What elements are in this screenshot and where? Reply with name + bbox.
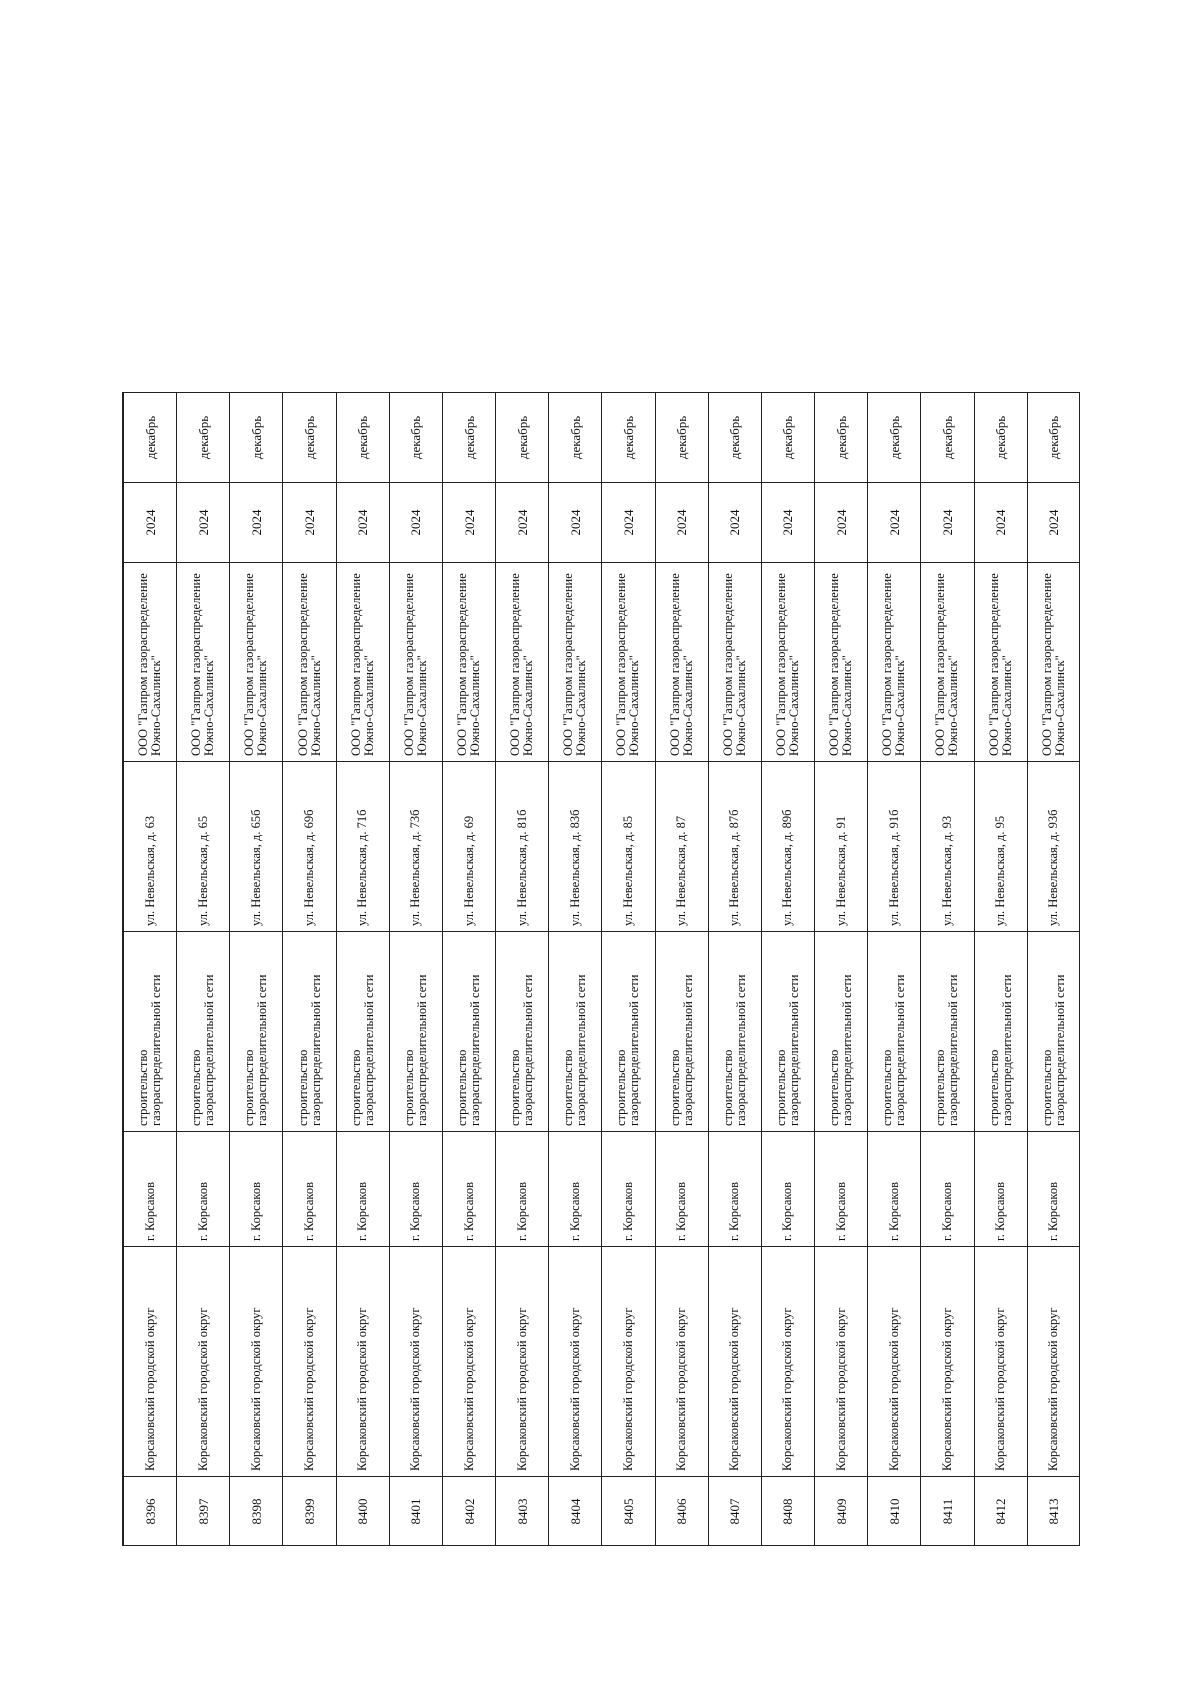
street-address: ул. Невельская, д. 83б xyxy=(549,762,602,932)
street-address: ул. Невельская, д. 91б xyxy=(868,762,921,932)
street-address: ул. Невельская, д. 69 xyxy=(442,762,495,932)
gasification-schedule-table xyxy=(123,392,1080,1546)
work-type: строительство газораспределительной сети xyxy=(815,932,868,1132)
table-row xyxy=(655,393,708,1547)
street-address: ул. Невельская, д. 87 xyxy=(655,762,708,932)
completion-month: декабрь xyxy=(283,393,336,483)
street-address: ул. Невельская, д. 63 xyxy=(124,762,177,932)
rotated-table-container xyxy=(123,393,1080,1546)
table-row xyxy=(868,393,921,1547)
street-address: ул. Невельская, д. 71б xyxy=(336,762,389,932)
table-row xyxy=(283,393,336,1547)
completion-year: 2024 xyxy=(921,483,974,563)
completion-year: 2024 xyxy=(974,483,1027,563)
city-name: г. Корсаков xyxy=(549,1132,602,1247)
organization-name: ООО "Газпром газораспределение Южно-Сахалинск" xyxy=(230,563,283,762)
organization-name: ООО "Газпром газораспределение Южно-Сахалинск" xyxy=(389,563,442,762)
row-number: 8397 xyxy=(177,1477,230,1547)
completion-month: декабрь xyxy=(655,393,708,483)
row-number: 8396 xyxy=(124,1477,177,1547)
work-type: строительство газораспределительной сети xyxy=(1027,932,1080,1132)
row-number: 8404 xyxy=(549,1477,602,1547)
municipal-district: Корсаковский городской округ xyxy=(283,1247,336,1477)
work-type: строительство газораспределительной сети xyxy=(124,932,177,1132)
completion-month: декабрь xyxy=(124,393,177,483)
organization-name: ООО "Газпром газораспределение Южно-Сахалинск" xyxy=(124,563,177,762)
city-name: г. Корсаков xyxy=(761,1132,814,1247)
organization-name: ООО "Газпром газораспределение Южно-Сахалинск" xyxy=(761,563,814,762)
row-number: 8402 xyxy=(442,1477,495,1547)
work-type: строительство газораспределительной сети xyxy=(921,932,974,1132)
table-row xyxy=(496,393,549,1547)
row-number: 8411 xyxy=(921,1477,974,1547)
work-type: строительство газораспределительной сети xyxy=(708,932,761,1132)
completion-month: декабрь xyxy=(761,393,814,483)
table-row xyxy=(921,393,974,1547)
table-row xyxy=(336,393,389,1547)
organization-name: ООО "Газпром газораспределение Южно-Сахалинск" xyxy=(868,563,921,762)
row-number: 8406 xyxy=(655,1477,708,1547)
completion-year: 2024 xyxy=(442,483,495,563)
completion-month: декабрь xyxy=(815,393,868,483)
completion-year: 2024 xyxy=(761,483,814,563)
table-row xyxy=(1027,393,1080,1547)
organization-name: ООО "Газпром газораспределение Южно-Сахалинск" xyxy=(921,563,974,762)
municipal-district: Корсаковский городской округ xyxy=(177,1247,230,1477)
row-number: 8408 xyxy=(761,1477,814,1547)
municipal-district: Корсаковский городской округ xyxy=(336,1247,389,1477)
city-name: г. Корсаков xyxy=(336,1132,389,1247)
city-name: г. Корсаков xyxy=(442,1132,495,1247)
work-type: строительство газораспределительной сети xyxy=(761,932,814,1132)
table-row xyxy=(549,393,602,1547)
completion-month: декабрь xyxy=(549,393,602,483)
municipal-district: Корсаковский городской округ xyxy=(1027,1247,1080,1477)
municipal-district: Корсаковский городской округ xyxy=(442,1247,495,1477)
table-row xyxy=(177,393,230,1547)
city-name: г. Корсаков xyxy=(389,1132,442,1247)
completion-year: 2024 xyxy=(868,483,921,563)
city-name: г. Корсаков xyxy=(708,1132,761,1247)
city-name: г. Корсаков xyxy=(177,1132,230,1247)
completion-month: декабрь xyxy=(336,393,389,483)
table-row xyxy=(442,393,495,1547)
city-name: г. Корсаков xyxy=(974,1132,1027,1247)
completion-year: 2024 xyxy=(815,483,868,563)
municipal-district: Корсаковский городской округ xyxy=(549,1247,602,1477)
row-number: 8400 xyxy=(336,1477,389,1547)
street-address: ул. Невельская, д. 93б xyxy=(1027,762,1080,932)
municipal-district: Корсаковский городской округ xyxy=(921,1247,974,1477)
work-type: строительство газораспределительной сети xyxy=(389,932,442,1132)
organization-name: ООО "Газпром газораспределение Южно-Сахалинск" xyxy=(815,563,868,762)
municipal-district: Корсаковский городской округ xyxy=(602,1247,655,1477)
municipal-district: Корсаковский городской округ xyxy=(815,1247,868,1477)
completion-year: 2024 xyxy=(602,483,655,563)
street-address: ул. Невельская, д. 95 xyxy=(974,762,1027,932)
city-name: г. Корсаков xyxy=(868,1132,921,1247)
municipal-district: Корсаковский городской округ xyxy=(124,1247,177,1477)
organization-name: ООО "Газпром газораспределение Южно-Сахалинск" xyxy=(655,563,708,762)
completion-year: 2024 xyxy=(708,483,761,563)
city-name: г. Корсаков xyxy=(921,1132,974,1247)
completion-month: декабрь xyxy=(602,393,655,483)
completion-month: декабрь xyxy=(708,393,761,483)
organization-name: ООО "Газпром газораспределение Южно-Сахалинск" xyxy=(549,563,602,762)
city-name: г. Корсаков xyxy=(815,1132,868,1247)
table-row xyxy=(602,393,655,1547)
street-address: ул. Невельская, д. 93 xyxy=(921,762,974,932)
work-type: строительство газораспределительной сети xyxy=(283,932,336,1132)
city-name: г. Корсаков xyxy=(283,1132,336,1247)
work-type: строительство газораспределительной сети xyxy=(336,932,389,1132)
table-row xyxy=(815,393,868,1547)
table-row xyxy=(974,393,1027,1547)
table-row xyxy=(230,393,283,1547)
street-address: ул. Невельская, д. 65б xyxy=(230,762,283,932)
row-number: 8407 xyxy=(708,1477,761,1547)
work-type: строительство газораспределительной сети xyxy=(974,932,1027,1132)
work-type: строительство газораспределительной сети xyxy=(496,932,549,1132)
work-type: строительство газораспределительной сети xyxy=(549,932,602,1132)
completion-month: декабрь xyxy=(442,393,495,483)
city-name: г. Корсаков xyxy=(124,1132,177,1247)
city-name: г. Корсаков xyxy=(1027,1132,1080,1247)
organization-name: ООО "Газпром газораспределение Южно-Сахалинск" xyxy=(496,563,549,762)
completion-year: 2024 xyxy=(496,483,549,563)
completion-month: декабрь xyxy=(1027,393,1080,483)
completion-year: 2024 xyxy=(549,483,602,563)
work-type: строительство газораспределительной сети xyxy=(868,932,921,1132)
municipal-district: Корсаковский городской округ xyxy=(761,1247,814,1477)
row-number: 8403 xyxy=(496,1477,549,1547)
street-address: ул. Невельская, д. 85 xyxy=(602,762,655,932)
street-address: ул. Невельская, д. 69б xyxy=(283,762,336,932)
municipal-district: Корсаковский городской округ xyxy=(230,1247,283,1477)
street-address: ул. Невельская, д. 81б xyxy=(496,762,549,932)
organization-name: ООО "Газпром газораспределение Южно-Сахалинск" xyxy=(177,563,230,762)
row-number: 8401 xyxy=(389,1477,442,1547)
street-address: ул. Невельская, д. 91 xyxy=(815,762,868,932)
row-number: 8413 xyxy=(1027,1477,1080,1547)
completion-year: 2024 xyxy=(283,483,336,563)
city-name: г. Корсаков xyxy=(655,1132,708,1247)
organization-name: ООО "Газпром газораспределение Южно-Сахалинск" xyxy=(336,563,389,762)
organization-name: ООО "Газпром газораспределение Южно-Сахалинск" xyxy=(974,563,1027,762)
table-body xyxy=(124,393,1081,1547)
municipal-district: Корсаковский городской округ xyxy=(389,1247,442,1477)
completion-year: 2024 xyxy=(124,483,177,563)
completion-year: 2024 xyxy=(177,483,230,563)
street-address: ул. Невельская, д. 65 xyxy=(177,762,230,932)
street-address: ул. Невельская, д. 73б xyxy=(389,762,442,932)
municipal-district: Корсаковский городской округ xyxy=(974,1247,1027,1477)
completion-month: декабрь xyxy=(974,393,1027,483)
work-type: строительство газораспределительной сети xyxy=(230,932,283,1132)
municipal-district: Корсаковский городской округ xyxy=(708,1247,761,1477)
completion-year: 2024 xyxy=(655,483,708,563)
city-name: г. Корсаков xyxy=(496,1132,549,1247)
municipal-district: Корсаковский городской округ xyxy=(868,1247,921,1477)
completion-year: 2024 xyxy=(230,483,283,563)
work-type: строительство газораспределительной сети xyxy=(655,932,708,1132)
municipal-district: Корсаковский городской округ xyxy=(655,1247,708,1477)
completion-month: декабрь xyxy=(921,393,974,483)
row-number: 8405 xyxy=(602,1477,655,1547)
work-type: строительство газораспределительной сети xyxy=(442,932,495,1132)
organization-name: ООО "Газпром газораспределение Южно-Сахалинск" xyxy=(602,563,655,762)
row-number: 8412 xyxy=(974,1477,1027,1547)
completion-month: декабрь xyxy=(868,393,921,483)
organization-name: ООО "Газпром газораспределение Южно-Сахалинск" xyxy=(442,563,495,762)
work-type: строительство газораспределительной сети xyxy=(177,932,230,1132)
document-table-frame xyxy=(122,392,1080,1546)
completion-month: декабрь xyxy=(389,393,442,483)
city-name: г. Корсаков xyxy=(602,1132,655,1247)
table-row xyxy=(389,393,442,1547)
organization-name: ООО "Газпром газораспределение Южно-Сахалинск" xyxy=(1027,563,1080,762)
organization-name: ООО "Газпром газораспределение Южно-Сахалинск" xyxy=(708,563,761,762)
table-row xyxy=(124,393,177,1547)
work-type: строительство газораспределительной сети xyxy=(602,932,655,1132)
street-address: ул. Невельская, д. 87б xyxy=(708,762,761,932)
table-row xyxy=(708,393,761,1547)
street-address: ул. Невельская, д. 89б xyxy=(761,762,814,932)
city-name: г. Корсаков xyxy=(230,1132,283,1247)
completion-month: декабрь xyxy=(177,393,230,483)
completion-year: 2024 xyxy=(336,483,389,563)
row-number: 8398 xyxy=(230,1477,283,1547)
completion-month: декабрь xyxy=(230,393,283,483)
table-row xyxy=(761,393,814,1547)
completion-year: 2024 xyxy=(1027,483,1080,563)
organization-name: ООО "Газпром газораспределение Южно-Сахалинск" xyxy=(283,563,336,762)
row-number: 8409 xyxy=(815,1477,868,1547)
municipal-district: Корсаковский городской округ xyxy=(496,1247,549,1477)
completion-month: декабрь xyxy=(496,393,549,483)
completion-year: 2024 xyxy=(389,483,442,563)
row-number: 8410 xyxy=(868,1477,921,1547)
row-number: 8399 xyxy=(283,1477,336,1547)
